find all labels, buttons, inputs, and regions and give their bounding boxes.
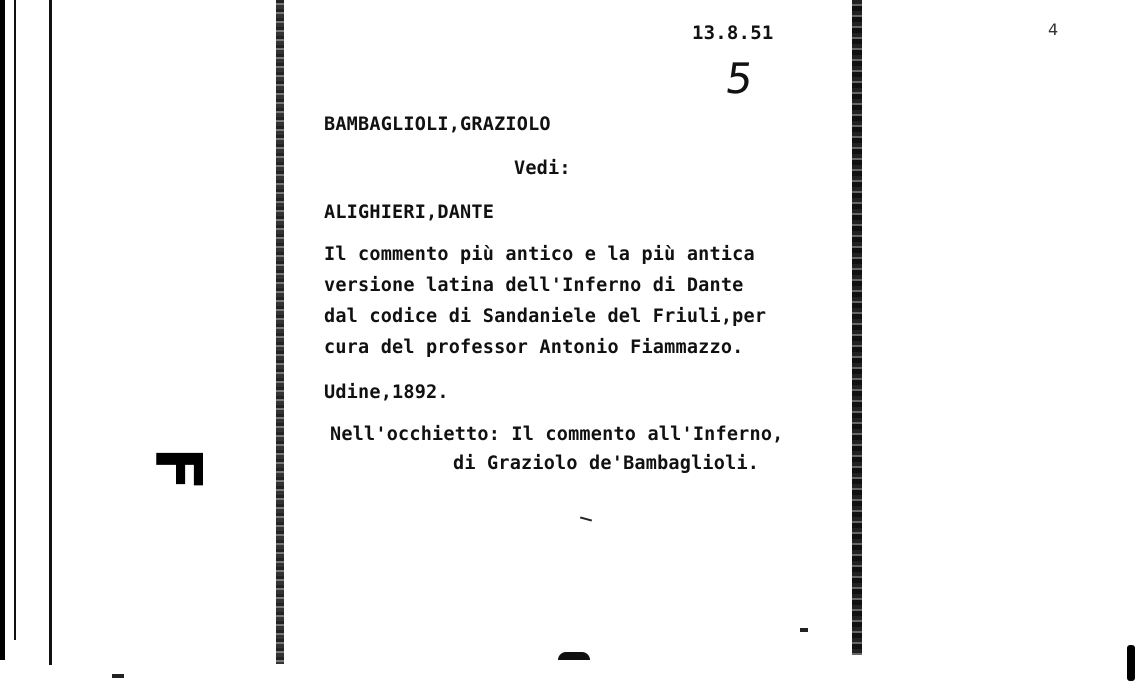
title-line-4: cura del professor Antonio Fiammazzo. [324, 337, 744, 358]
title-line-2: versione latina dell'Inferno di Dante [324, 275, 744, 296]
corner-mark: 4 [1048, 20, 1059, 39]
margin-rule-2 [49, 0, 52, 665]
stamp-letter: F [140, 447, 214, 491]
card-right-edge [852, 0, 862, 655]
margin-rule-1 [14, 0, 16, 640]
note-line-1: Nell'occhietto: Il commento all'Inferno, [330, 424, 784, 445]
card-heading: BAMBAGLIOLI,GRAZIOLO [324, 114, 551, 135]
card-date: 13.8.51 [692, 22, 774, 44]
speck [800, 628, 808, 632]
left-edge-strip [0, 0, 5, 660]
title-line-3: dal codice di Sandaniele del Friuli,per [324, 306, 767, 327]
see-label: Vedi: [514, 158, 571, 179]
title-line-1: Il commento più antico e la più antica [324, 244, 755, 265]
bottom-mark [558, 652, 590, 660]
note-line-2: di Graziolo de'Bambaglioli. [453, 453, 760, 474]
reference-author: ALIGHIERI,DANTE [324, 202, 495, 223]
handwritten-number: 5 [722, 54, 757, 103]
right-edge-mark [1127, 645, 1135, 681]
catalog-card [281, 0, 859, 664]
card-left-edge [276, 0, 284, 664]
imprint: Udine,1892. [324, 382, 449, 403]
speck [112, 674, 124, 678]
